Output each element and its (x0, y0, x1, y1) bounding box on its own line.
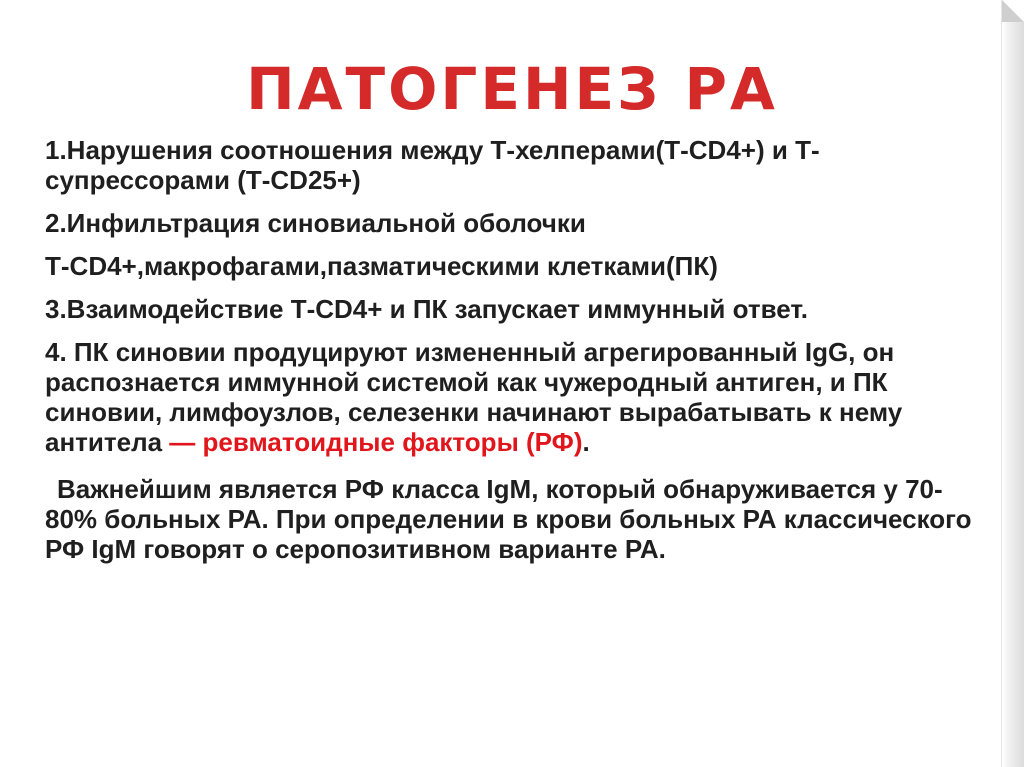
slide-body (45, 135, 975, 577)
point-2: 2.Инфильтрация синовиальной оболочки (45, 208, 586, 238)
point-4-text: 4. ПК синовии продуцируют измененный агрегированный IgG, он распознается иммунной системой как чужеродный антиген, и ПК синовии, лимфоузлов, селезенки начинают вырабатывать к нему антитела (45, 337, 903, 457)
page-corner-decoration (1002, 0, 1024, 22)
conclusion-paragraph: Важнейшим является РФ класса IgM, который обнаруживается у 70-80% больных РА. При определении в крови больных РА классического РФ IgM говорят о серопозитивном варианте РА. (45, 474, 972, 564)
point-2-continuation: Т-CD4+,макрофагами,пазматическими клетками(ПК) (45, 251, 718, 281)
point-3: 3.Взаимодействие Т-CD4+ и ПК запускает иммунный ответ. (45, 294, 809, 324)
point-4-end: . (582, 427, 590, 457)
point-4 (45, 337, 975, 457)
rheumatoid-factor-highlight: — ревматоидные факторы (РФ) (169, 427, 583, 457)
slide-title: ПАТОГЕНЕЗ РА (246, 55, 778, 123)
point-1: 1.Нарушения соотношения между Т-хелперами(Т-CD4+) и Т-супрессорами (Т-CD25+) (45, 135, 820, 195)
